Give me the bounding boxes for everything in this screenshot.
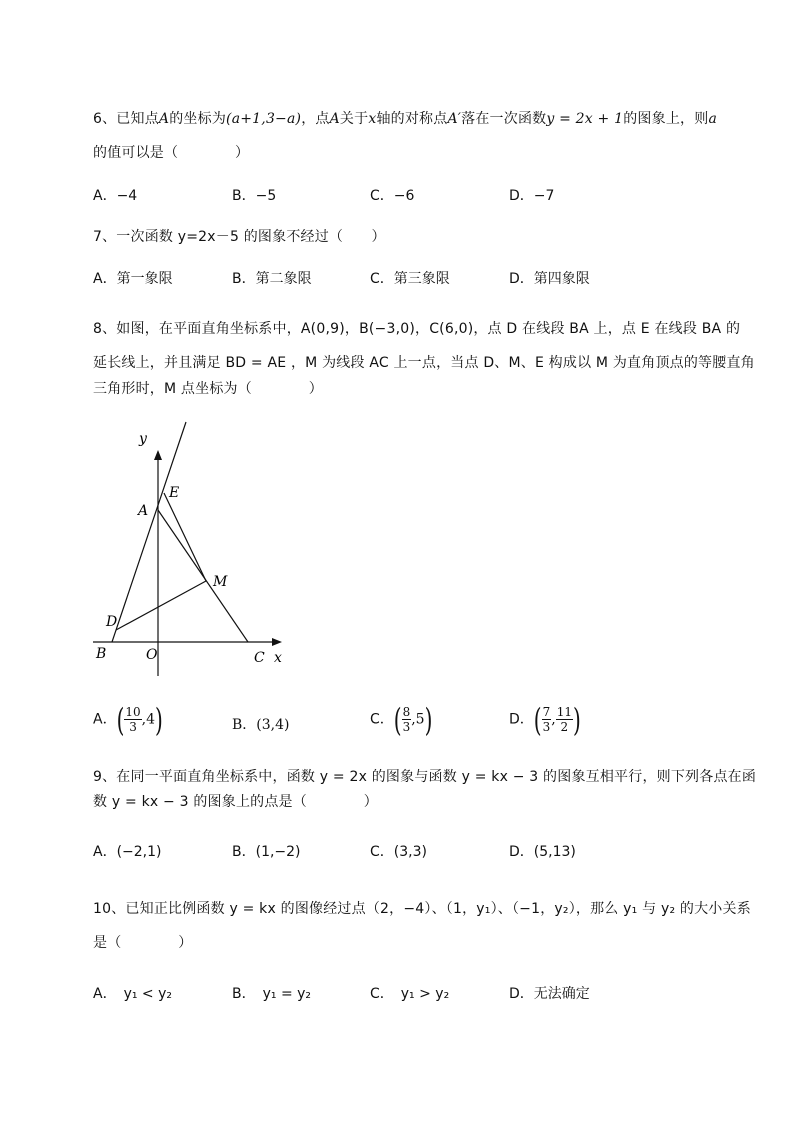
q8-option-a-label: A． (93, 711, 117, 728)
q8-line3: 三角形时，M 点坐标为（ ） (93, 381, 323, 397)
q9-option-b[interactable]: B．(1,−2) (232, 844, 301, 860)
q10-line1: 10、已知正比例函数 y = kx 的图像经过点（2，−4）、（1，y₁）、（−1，y₂），那么 y₁ 与 y₂ 的大小关系 (93, 901, 751, 917)
fraction: $\frac{11}{2}$ (556, 705, 572, 734)
q7-option-a[interactable]: A．第一象限 (93, 271, 173, 287)
q9-option-d[interactable]: D．(5,13) (509, 844, 576, 860)
q6-line2: 的值可以是（ ） (93, 145, 250, 161)
label-x: x (274, 650, 282, 666)
q6-text: 6、已知点 (93, 111, 159, 127)
q7-option-c[interactable]: C．第三象限 (370, 271, 450, 287)
q6-x: x (368, 111, 377, 127)
label-d: D (106, 614, 118, 630)
q8-option-a[interactable]: A．( $\frac{10}{3}$ ,4) (93, 700, 163, 739)
q8-option-d[interactable]: D．( $\frac{7}{3}$ , $\frac{11}{2}$ ) (509, 700, 581, 739)
label-c: C (254, 650, 265, 666)
label-o: O (146, 647, 158, 663)
q6-function: y = 2x + 1 (546, 111, 624, 127)
q10-option-c[interactable]: C． y₁ > y₂ (370, 986, 450, 1002)
q6-text: 落在一次函数 (461, 111, 547, 127)
q9-line2: 数 y = kx − 3 的图象上的点是（ ） (93, 794, 378, 810)
q6-text: ，点 (301, 111, 330, 127)
q9-line1: 9、在同一平面直角坐标系中，函数 y = 2x 的图象与函数 y = kx − 3 的图象互相平行，则下列各点在函 (93, 769, 757, 785)
q10-line2: 是（ ） (93, 935, 193, 951)
q7-option-d[interactable]: D．第四象限 (509, 271, 590, 287)
q8-line2: 延长线上，并且满足 BD = AE ，M 为线段 AC 上一点，当点 D、M、E 构成以 M 为直角顶点的等腰直角 (93, 355, 755, 371)
q6-point-a: A (158, 111, 170, 127)
q6-point-a: A (329, 111, 340, 127)
q8-option-d-label: D． (509, 711, 534, 728)
q6-option-a[interactable]: A．−4 (93, 188, 138, 204)
q6-option-d[interactable]: D．−7 (509, 188, 555, 204)
fraction: $\frac{10}{3}$ (125, 705, 141, 734)
q6-a: a (708, 111, 717, 127)
label-m: M (213, 574, 228, 590)
q6-text: 的图象上，则 (623, 111, 709, 127)
q10-option-a[interactable]: A． y₁ < y₂ (93, 986, 173, 1002)
y-axis-arrow (154, 450, 162, 460)
q9-option-c[interactable]: C．(3,3) (370, 844, 427, 860)
q8-option-b[interactable]: B．(3,4) (232, 717, 290, 733)
x-axis-arrow (272, 638, 282, 646)
label-y: y (139, 431, 147, 447)
q6-text: 轴的对称点 (376, 111, 448, 127)
label-a: A (138, 503, 149, 519)
q10-option-d[interactable]: D．无法确定 (509, 986, 590, 1002)
q6-text: 关于 (339, 111, 369, 127)
q8-line1: 8、如图，在平面直角坐标系中，A(0,9)，B(−3,0)，C(6,0)，点 D 在线段 BA 上，点 E 在线段 BA 的 (93, 321, 741, 337)
q8-option-c[interactable]: C．( $\frac{8}{3}$ ,5) (370, 700, 433, 739)
fraction: $\frac{7}{3}$ (542, 705, 551, 734)
q6-coord: (a+1,3−a) (226, 111, 302, 127)
q9-option-a[interactable]: A．(−2,1) (93, 844, 162, 860)
q7-option-b[interactable]: B．第二象限 (232, 271, 312, 287)
segment-em (164, 493, 206, 581)
q10-option-b[interactable]: B． y₁ = y₂ (232, 986, 312, 1002)
q8-figure (88, 418, 293, 680)
q6-line1 (93, 108, 717, 128)
q6-option-b[interactable]: B．−5 (232, 188, 277, 204)
q8-option-c-label: C． (370, 711, 394, 728)
fraction: $\frac{8}{3}$ (402, 705, 411, 734)
line-ba (112, 422, 186, 642)
q7-stem: 7、一次函数 y=2x－5 的图象不经过（ ） (93, 229, 386, 245)
q6-point-a-prime: A′ (447, 111, 462, 127)
label-b: B (96, 646, 107, 662)
label-e: E (169, 485, 180, 501)
q6-text: 的坐标为 (169, 111, 227, 127)
q6-option-c[interactable]: C．−6 (370, 188, 415, 204)
